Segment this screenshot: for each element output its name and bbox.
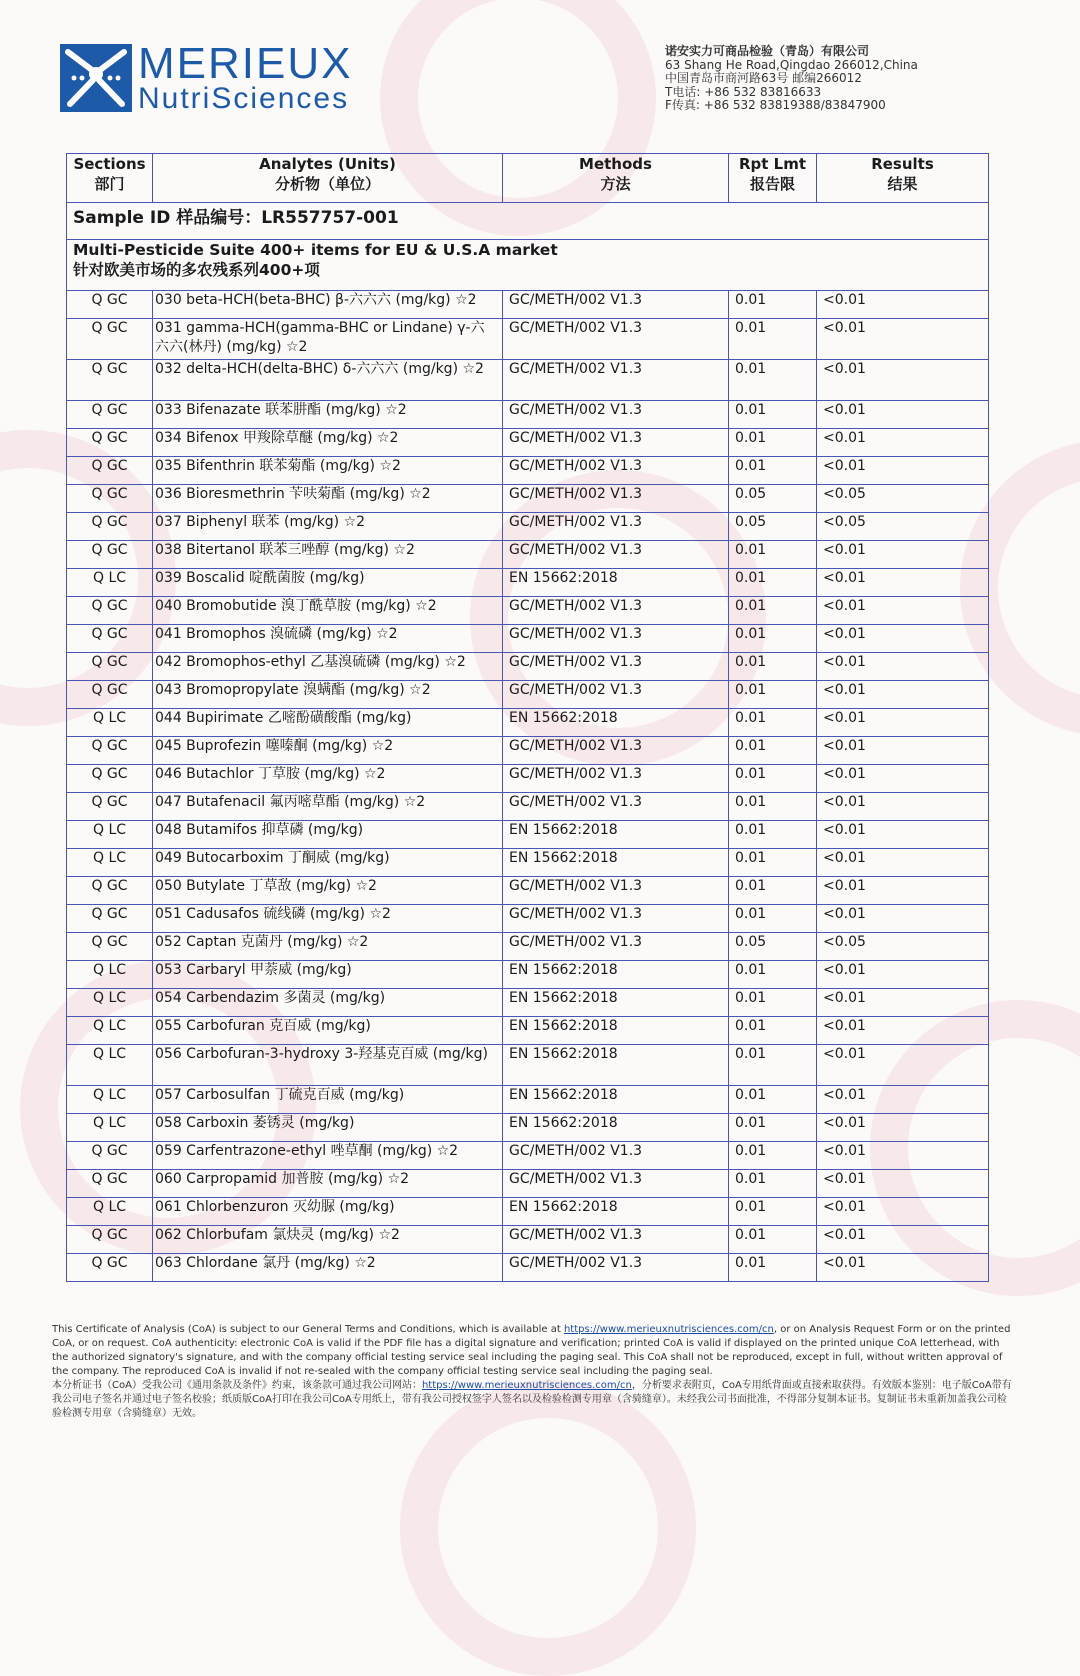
method-cell: GC/METH/002 V1.3 [503, 513, 729, 541]
results-table [66, 153, 989, 1282]
method-cell: EN 15662:2018 [503, 1198, 729, 1226]
section-cell: Q GC [67, 737, 153, 765]
method-cell: GC/METH/002 V1.3 [503, 401, 729, 429]
analyte-cell: 049 Butocarboxim 丁酮威 (mg/kg) [153, 849, 503, 877]
section-cell: Q GC [67, 1142, 153, 1170]
analyte-cell: 056 Carbofuran-3-hydroxy 3-羟基克百威 (mg/kg) [153, 1045, 503, 1086]
footer-text-en-2: , or on Analysis Request Form or on the printed CoA, or on request. CoA authenticity: electronic CoA is valid if the PDF file has a digital signature and verification; printed CoA is valid if displayed on the printed unique CoA letterhead, with the authorized signatory's signature, and with the company official testing service seal including the paging seal. This CoA shall not be reproduced, except in full, without written approval of the company. The reproduced CoA is invalid if not re-sealed with the company official testing service seal including the paging seal. [52, 1324, 1011, 1377]
rpt-limit-cell: 0.01 [729, 1254, 817, 1282]
watermark-seal [400, 1380, 696, 1676]
result-cell: <0.01 [817, 1226, 989, 1254]
table-row [67, 1226, 989, 1254]
table-row [67, 793, 989, 821]
rpt-limit-cell: 0.01 [729, 1170, 817, 1198]
method-cell: GC/METH/002 V1.3 [503, 765, 729, 793]
table-row [67, 1114, 989, 1142]
section-cell: Q GC [67, 291, 153, 319]
logo-word-merieux: MERIEUX [138, 39, 353, 88]
rpt-limit-cell: 0.01 [729, 291, 817, 319]
table-row [67, 319, 989, 360]
method-cell: GC/METH/002 V1.3 [503, 877, 729, 905]
table-row [67, 569, 989, 597]
section-cell: Q GC [67, 765, 153, 793]
rpt-limit-cell: 0.01 [729, 1086, 817, 1114]
section-cell: Q GC [67, 877, 153, 905]
method-cell: EN 15662:2018 [503, 961, 729, 989]
company-tel: T电话: +86 532 83816633 [665, 84, 822, 99]
rpt-limit-cell: 0.01 [729, 569, 817, 597]
footer-link-en[interactable]: https://www.merieuxnutrisciences.com/cn [563, 1324, 774, 1335]
result-cell: <0.01 [817, 1114, 989, 1142]
result-cell: <0.01 [817, 360, 989, 401]
result-cell: <0.05 [817, 485, 989, 513]
section-cell: Q GC [67, 625, 153, 653]
section-cell: Q GC [67, 1170, 153, 1198]
section-cell: Q LC [67, 1114, 153, 1142]
section-cell: Q GC [67, 360, 153, 401]
method-cell: GC/METH/002 V1.3 [503, 485, 729, 513]
section-cell: Q GC [67, 485, 153, 513]
method-cell: GC/METH/002 V1.3 [503, 291, 729, 319]
analyte-cell: 063 Chlordane 氯丹 (mg/kg) ☆2 [153, 1254, 503, 1282]
table-row [67, 360, 989, 401]
section-cell: Q LC [67, 821, 153, 849]
analyte-cell: 060 Carpropamid 加普胺 (mg/kg) ☆2 [153, 1170, 503, 1198]
method-cell: EN 15662:2018 [503, 821, 729, 849]
result-cell: <0.01 [817, 961, 989, 989]
header-rpt-lmt: Rpt Lmt 报告限 [729, 154, 817, 203]
rpt-limit-cell: 0.05 [729, 513, 817, 541]
result-cell: <0.01 [817, 821, 989, 849]
suite-title-cn: 针对欧美市场的多农残系列400+项 [73, 261, 320, 279]
method-cell: GC/METH/002 V1.3 [503, 1226, 729, 1254]
rpt-limit-cell: 0.05 [729, 933, 817, 961]
method-cell: EN 15662:2018 [503, 849, 729, 877]
rpt-limit-cell: 0.01 [729, 1142, 817, 1170]
rpt-limit-cell: 0.01 [729, 541, 817, 569]
header-analytes: Analytes (Units) 分析物（单位） [153, 154, 503, 203]
section-cell: Q LC [67, 1045, 153, 1086]
footer-text-cn-2: ，分析要求表附页，CoA专用纸背面或直接索取获得。有效版本鉴别：电子版CoA带有我公司电子签名并通过电子签名校验；纸质版CoA打印在我公司CoA专用纸上，带有我公司授权签字人签名以及检验检测专用章（含骑缝章）。未经我公司书面批准，不得部分复制本证书。复制证书未重新加盖我公司检验检测专用章（含骑缝章）无效。 [52, 1380, 1012, 1419]
result-cell: <0.01 [817, 291, 989, 319]
analyte-cell: 046 Butachlor 丁草胺 (mg/kg) ☆2 [153, 765, 503, 793]
method-cell: EN 15662:2018 [503, 709, 729, 737]
table-row [67, 905, 989, 933]
header-results: Results 结果 [817, 154, 989, 203]
analyte-cell: 040 Bromobutide 溴丁酰草胺 (mg/kg) ☆2 [153, 597, 503, 625]
header-methods: Methods 方法 [503, 154, 729, 203]
table-row [67, 429, 989, 457]
section-cell: Q GC [67, 319, 153, 360]
analyte-cell: 058 Carboxin 萎锈灵 (mg/kg) [153, 1114, 503, 1142]
section-cell: Q GC [67, 1226, 153, 1254]
table-row [67, 597, 989, 625]
logo-word-nutrisciences: NutriSciences [138, 82, 350, 115]
method-cell: GC/METH/002 V1.3 [503, 597, 729, 625]
analyte-cell: 036 Bioresmethrin 苄呋菊酯 (mg/kg) ☆2 [153, 485, 503, 513]
rpt-limit-cell: 0.01 [729, 457, 817, 485]
table-row [67, 541, 989, 569]
result-cell: <0.01 [817, 1045, 989, 1086]
rpt-limit-cell: 0.01 [729, 597, 817, 625]
result-cell: <0.01 [817, 429, 989, 457]
analyte-cell: 035 Bifenthrin 联苯菊酯 (mg/kg) ☆2 [153, 457, 503, 485]
result-cell: <0.01 [817, 1142, 989, 1170]
table-row [67, 877, 989, 905]
result-cell: <0.01 [817, 1254, 989, 1282]
method-cell: GC/METH/002 V1.3 [503, 1142, 729, 1170]
suite-title-en: Multi-Pesticide Suite 400+ items for EU & U.S.A market [73, 241, 558, 259]
method-cell: EN 15662:2018 [503, 569, 729, 597]
company-fax: F传真: +86 532 83819388/83847900 [665, 98, 886, 112]
result-cell: <0.01 [817, 877, 989, 905]
table-row [67, 625, 989, 653]
method-cell: GC/METH/002 V1.3 [503, 793, 729, 821]
result-cell: <0.01 [817, 765, 989, 793]
method-cell: EN 15662:2018 [503, 989, 729, 1017]
rpt-limit-cell: 0.01 [729, 793, 817, 821]
analyte-cell: 047 Butafenacil 氟丙嘧草酯 (mg/kg) ☆2 [153, 793, 503, 821]
rpt-limit-cell: 0.01 [729, 849, 817, 877]
result-cell: <0.01 [817, 1170, 989, 1198]
section-cell: Q GC [67, 541, 153, 569]
analyte-cell: 061 Chlorbenzuron 灭幼脲 (mg/kg) [153, 1198, 503, 1226]
table-row [67, 1086, 989, 1114]
table-row [67, 709, 989, 737]
analyte-cell: 054 Carbendazim 多菌灵 (mg/kg) [153, 989, 503, 1017]
analyte-cell: 037 Biphenyl 联苯 (mg/kg) ☆2 [153, 513, 503, 541]
table-row [67, 485, 989, 513]
result-cell: <0.05 [817, 933, 989, 961]
table-row [67, 961, 989, 989]
footer-text-en-1: This Certificate of Analysis (CoA) is subject to our General Terms and Conditions, which is available at [52, 1324, 561, 1335]
rpt-limit-cell: 0.01 [729, 877, 817, 905]
result-cell: <0.01 [817, 849, 989, 877]
rpt-limit-cell: 0.01 [729, 625, 817, 653]
section-cell: Q LC [67, 709, 153, 737]
method-cell: GC/METH/002 V1.3 [503, 1170, 729, 1198]
analyte-cell: 031 gamma-HCH(gamma-BHC or Lindane) γ-六六六(林丹) (mg/kg) ☆2 [153, 319, 503, 360]
result-cell: <0.01 [817, 737, 989, 765]
footer-text-cn-1: 本分析证书（CoA）受我公司《通用条款及条件》约束，该条款可通过我公司网站： [52, 1380, 422, 1391]
analyte-cell: 057 Carbosulfan 丁硫克百威 (mg/kg) [153, 1086, 503, 1114]
section-cell: Q LC [67, 989, 153, 1017]
table-row [67, 821, 989, 849]
rpt-limit-cell: 0.01 [729, 1198, 817, 1226]
logo-mark [60, 44, 132, 112]
section-cell: Q LC [67, 569, 153, 597]
result-cell: <0.01 [817, 681, 989, 709]
analyte-cell: 034 Bifenox 甲羧除草醚 (mg/kg) ☆2 [153, 429, 503, 457]
result-cell: <0.01 [817, 1086, 989, 1114]
rpt-limit-cell: 0.01 [729, 401, 817, 429]
result-cell: <0.01 [817, 457, 989, 485]
analyte-cell: 042 Bromophos-ethyl 乙基溴硫磷 (mg/kg) ☆2 [153, 653, 503, 681]
table-row [67, 765, 989, 793]
method-cell: GC/METH/002 V1.3 [503, 457, 729, 485]
analyte-cell: 041 Bromophos 溴硫磷 (mg/kg) ☆2 [153, 625, 503, 653]
rpt-limit-cell: 0.01 [729, 821, 817, 849]
result-cell: <0.01 [817, 597, 989, 625]
method-cell: GC/METH/002 V1.3 [503, 541, 729, 569]
rpt-limit-cell: 0.01 [729, 319, 817, 360]
table-row [67, 1017, 989, 1045]
result-cell: <0.01 [817, 541, 989, 569]
result-cell: <0.01 [817, 319, 989, 360]
analyte-cell: 045 Buprofezin 噻嗪酮 (mg/kg) ☆2 [153, 737, 503, 765]
analyte-cell: 050 Butylate 丁草敌 (mg/kg) ☆2 [153, 877, 503, 905]
company-logo [60, 39, 400, 115]
result-cell: <0.01 [817, 569, 989, 597]
rpt-limit-cell: 0.01 [729, 681, 817, 709]
analyte-cell: 030 beta-HCH(beta-BHC) β-六六六 (mg/kg) ☆2 [153, 291, 503, 319]
method-cell: GC/METH/002 V1.3 [503, 681, 729, 709]
section-cell: Q LC [67, 961, 153, 989]
analyte-cell: 059 Carfentrazone-ethyl 唑草酮 (mg/kg) ☆2 [153, 1142, 503, 1170]
rpt-limit-cell: 0.05 [729, 485, 817, 513]
header-sections: Sections 部门 [67, 154, 153, 203]
table-row [67, 291, 989, 319]
footer-link-cn[interactable]: https://www.merieuxnutrisciences.com/cn [421, 1380, 632, 1391]
section-cell: Q GC [67, 429, 153, 457]
rpt-limit-cell: 0.01 [729, 1045, 817, 1086]
method-cell: EN 15662:2018 [503, 1086, 729, 1114]
company-address-cn: 中国青岛市商河路63号 邮编266012 [665, 71, 862, 85]
analyte-cell: 038 Bitertanol 联苯三唑醇 (mg/kg) ☆2 [153, 541, 503, 569]
table-row [67, 1142, 989, 1170]
section-cell: Q GC [67, 793, 153, 821]
section-cell: Q GC [67, 1254, 153, 1282]
method-cell: GC/METH/002 V1.3 [503, 737, 729, 765]
rpt-limit-cell: 0.01 [729, 989, 817, 1017]
result-cell: <0.01 [817, 905, 989, 933]
method-cell: GC/METH/002 V1.3 [503, 1254, 729, 1282]
table-row [67, 401, 989, 429]
analyte-cell: 051 Cadusafos 硫线磷 (mg/kg) ☆2 [153, 905, 503, 933]
analyte-cell: 048 Butamifos 抑草磷 (mg/kg) [153, 821, 503, 849]
method-cell: EN 15662:2018 [503, 1017, 729, 1045]
result-cell: <0.05 [817, 513, 989, 541]
section-cell: Q GC [67, 653, 153, 681]
section-cell: Q GC [67, 597, 153, 625]
table-row [67, 1198, 989, 1226]
section-cell: Q GC [67, 933, 153, 961]
rpt-limit-cell: 0.01 [729, 905, 817, 933]
company-info [665, 45, 918, 113]
result-cell: <0.01 [817, 653, 989, 681]
rpt-limit-cell: 0.01 [729, 653, 817, 681]
method-cell: GC/METH/002 V1.3 [503, 360, 729, 401]
table-row [67, 653, 989, 681]
logo-figure-icon [60, 44, 132, 112]
rpt-limit-cell: 0.01 [729, 765, 817, 793]
rpt-limit-cell: 0.01 [729, 709, 817, 737]
section-cell: Q LC [67, 849, 153, 877]
analyte-cell: 043 Bromopropylate 溴螨酯 (mg/kg) ☆2 [153, 681, 503, 709]
section-cell: Q GC [67, 401, 153, 429]
result-cell: <0.01 [817, 709, 989, 737]
rpt-limit-cell: 0.01 [729, 1226, 817, 1254]
analyte-cell: 032 delta-HCH(delta-BHC) δ-六六六 (mg/kg) ☆2 [153, 360, 503, 401]
table-row [67, 849, 989, 877]
table-row [67, 737, 989, 765]
table-row [67, 513, 989, 541]
analyte-cell: 062 Chlorbufam 氯炔灵 (mg/kg) ☆2 [153, 1226, 503, 1254]
rpt-limit-cell: 0.01 [729, 961, 817, 989]
result-cell: <0.01 [817, 1198, 989, 1226]
table-row [67, 457, 989, 485]
section-cell: Q GC [67, 457, 153, 485]
rpt-limit-cell: 0.01 [729, 360, 817, 401]
table-row [67, 1170, 989, 1198]
method-cell: GC/METH/002 V1.3 [503, 429, 729, 457]
result-cell: <0.01 [817, 793, 989, 821]
method-cell: GC/METH/002 V1.3 [503, 319, 729, 360]
method-cell: GC/METH/002 V1.3 [503, 625, 729, 653]
method-cell: EN 15662:2018 [503, 1045, 729, 1086]
section-cell: Q LC [67, 1086, 153, 1114]
sample-id: Sample ID 样品编号：LR557757-001 [67, 203, 989, 240]
rpt-limit-cell: 0.01 [729, 737, 817, 765]
section-cell: Q GC [67, 905, 153, 933]
table-row [67, 1045, 989, 1086]
method-cell: GC/METH/002 V1.3 [503, 905, 729, 933]
suite-title [67, 240, 989, 291]
section-cell: Q LC [67, 1017, 153, 1045]
table-row [67, 1254, 989, 1282]
table-row [67, 933, 989, 961]
method-cell: GC/METH/002 V1.3 [503, 933, 729, 961]
company-address-en: 63 Shang He Road,Qingdao 266012,China [665, 57, 918, 72]
company-name-cn: 诺安实力可商品检验（青岛）有限公司 [665, 44, 870, 58]
analyte-cell: 052 Captan 克菌丹 (mg/kg) ☆2 [153, 933, 503, 961]
rpt-limit-cell: 0.01 [729, 1017, 817, 1045]
result-cell: <0.01 [817, 401, 989, 429]
method-cell: EN 15662:2018 [503, 1114, 729, 1142]
analyte-cell: 039 Boscalid 啶酰菌胺 (mg/kg) [153, 569, 503, 597]
sample-id-row [67, 203, 989, 240]
table-row [67, 989, 989, 1017]
section-cell: Q GC [67, 513, 153, 541]
section-cell: Q LC [67, 1198, 153, 1226]
suite-title-row [67, 240, 989, 291]
analyte-cell: 053 Carbaryl 甲萘威 (mg/kg) [153, 961, 503, 989]
result-cell: <0.01 [817, 625, 989, 653]
method-cell: GC/METH/002 V1.3 [503, 653, 729, 681]
analyte-cell: 044 Bupirimate 乙嘧酚磺酸酯 (mg/kg) [153, 709, 503, 737]
footer-disclaimer [52, 1323, 1012, 1421]
rpt-limit-cell: 0.01 [729, 429, 817, 457]
analyte-cell: 055 Carbofuran 克百威 (mg/kg) [153, 1017, 503, 1045]
analyte-cell: 033 Bifenazate 联苯肼酯 (mg/kg) ☆2 [153, 401, 503, 429]
result-cell: <0.01 [817, 1017, 989, 1045]
table-header-row [67, 154, 989, 203]
section-cell: Q GC [67, 681, 153, 709]
table-row [67, 681, 989, 709]
result-cell: <0.01 [817, 989, 989, 1017]
rpt-limit-cell: 0.01 [729, 1114, 817, 1142]
